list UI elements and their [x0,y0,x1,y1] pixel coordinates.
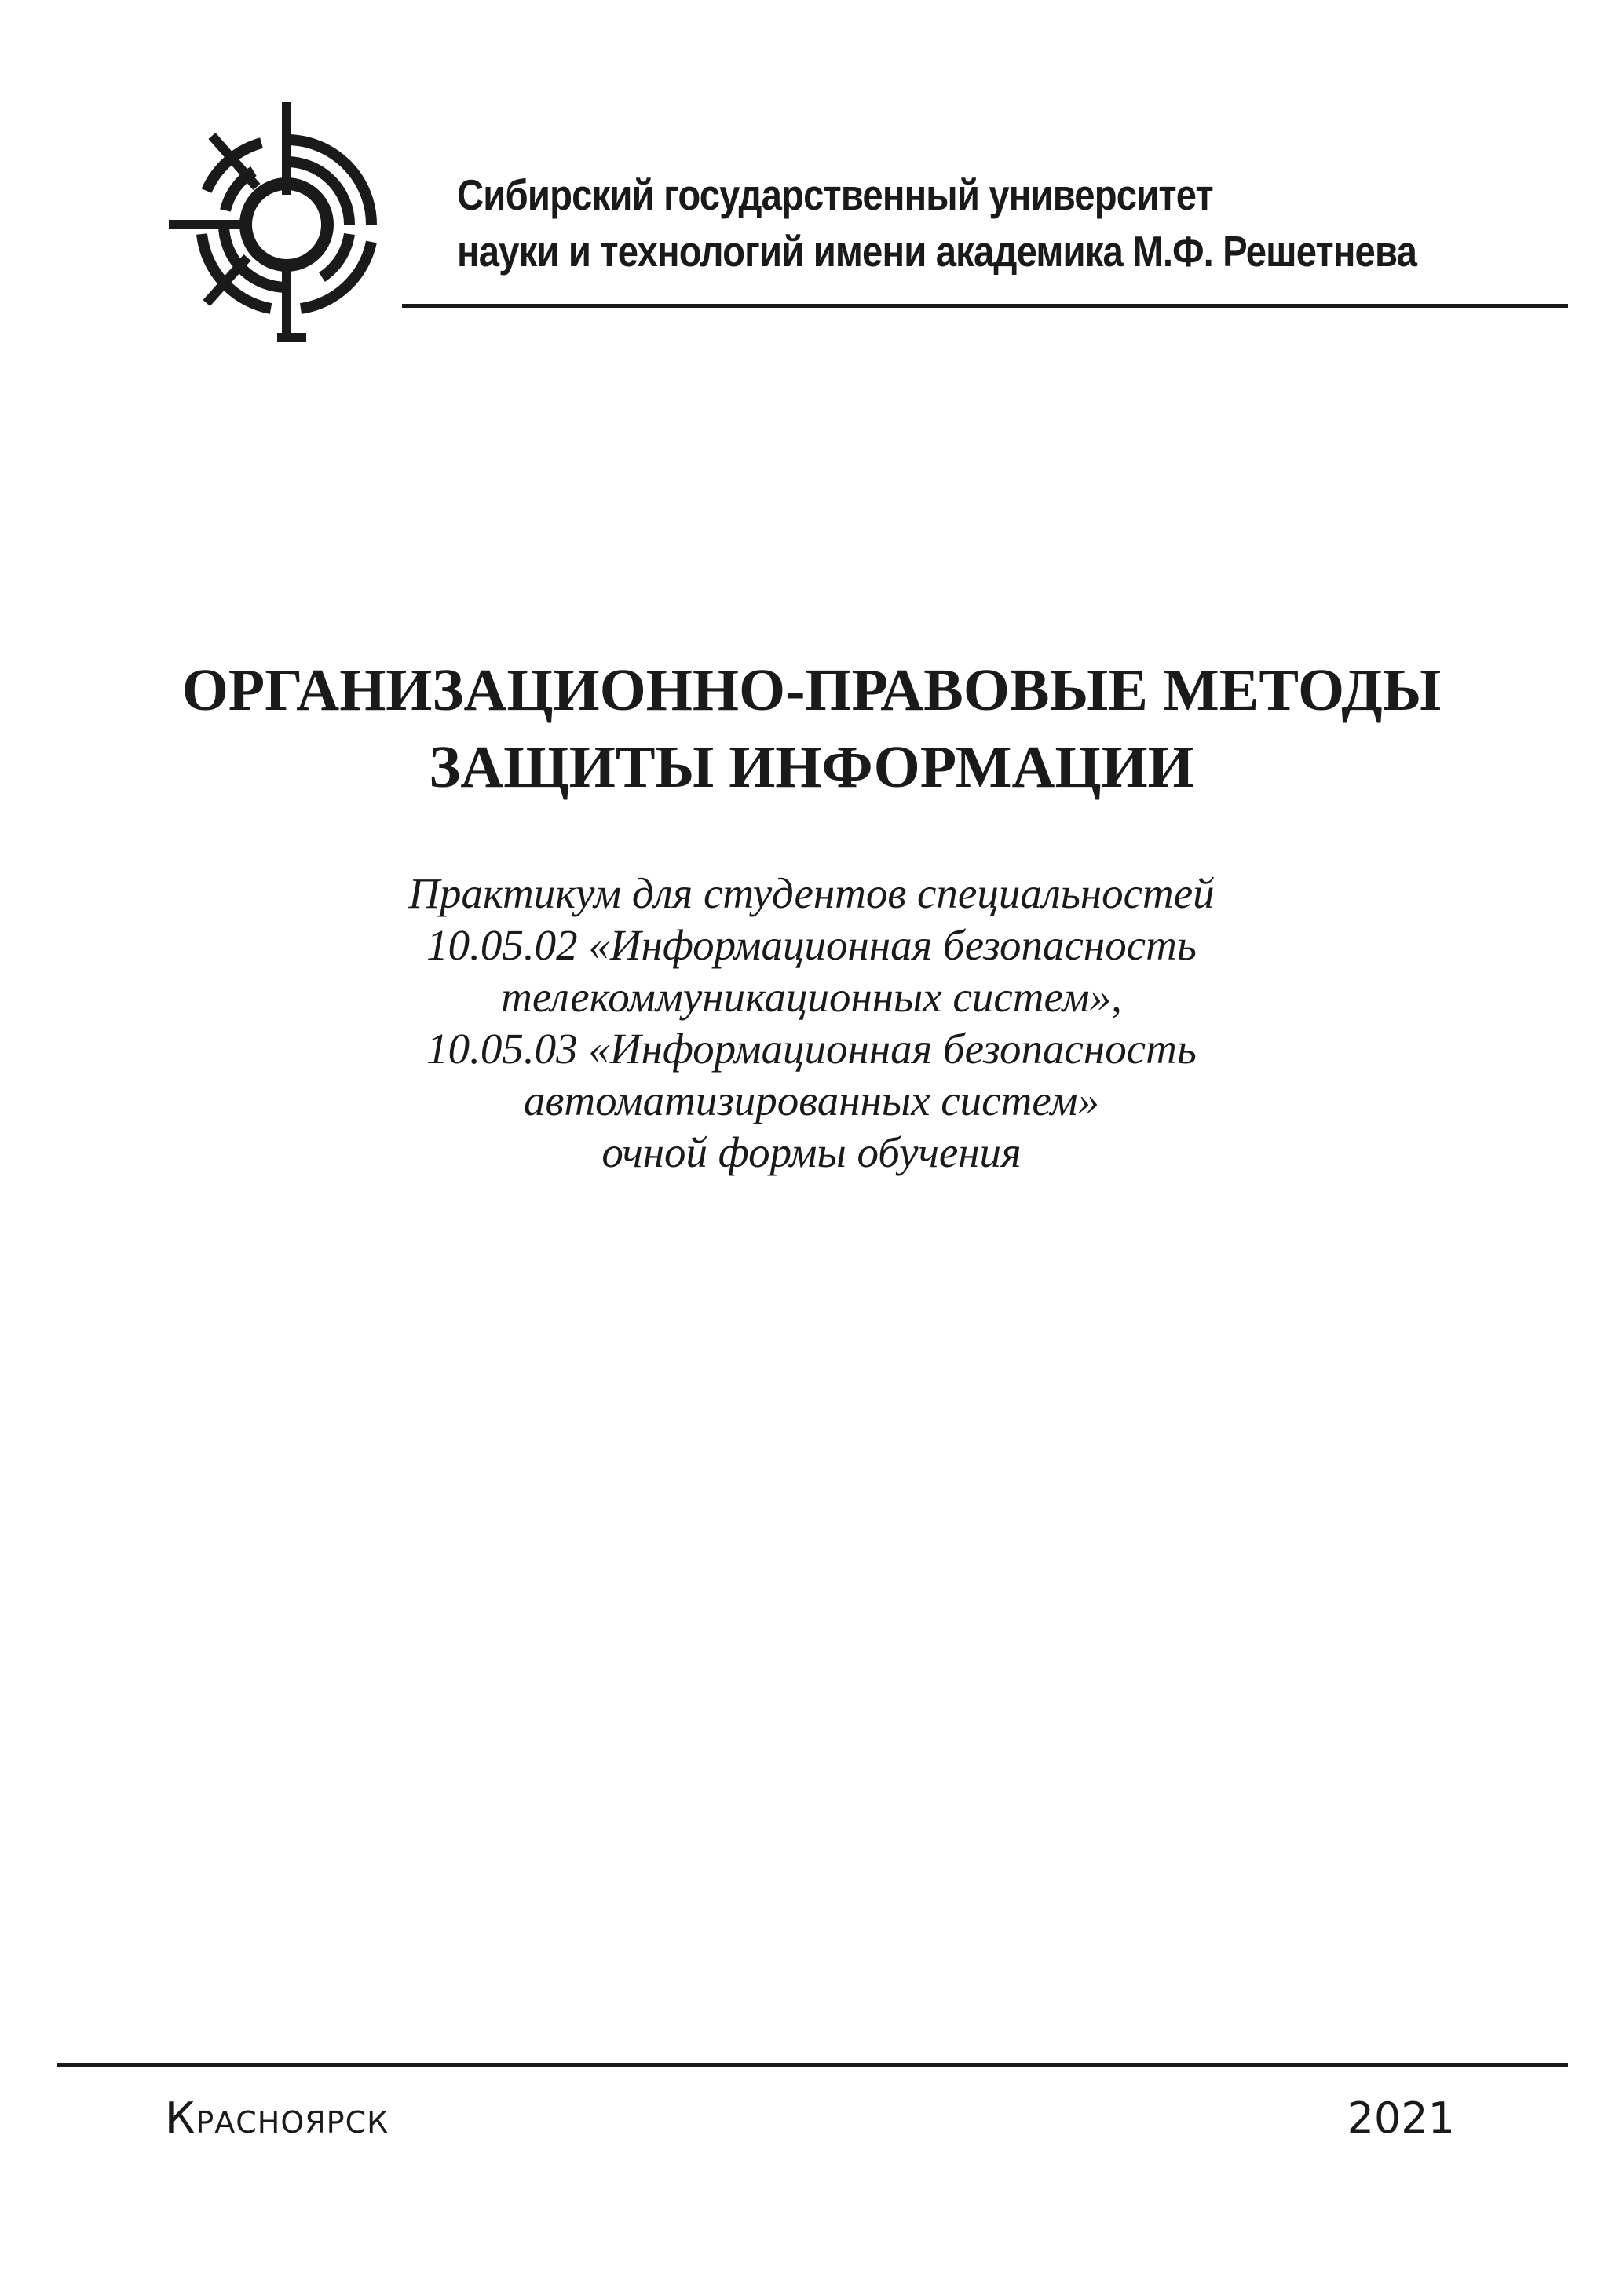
header-divider [402,304,1568,308]
document-title [0,652,1623,806]
subtitle-line: автоматизированных систем» [524,1077,1099,1124]
subtitle-line: 10.05.02 «Информационная безопасность [426,921,1197,969]
subtitle-line: Практикум для студентов специальностей [408,869,1215,917]
university-name-line2: науки и технологий имени академика М.Ф. Решетнева [457,227,1417,276]
document-subtitle [0,868,1623,1179]
title-line1: ОРГАНИЗАЦИОННО-ПРАВОВЫЕ МЕТОДЫ [181,657,1442,723]
subtitle-line: очной формы обучения [601,1128,1022,1176]
university-emblem-icon [169,101,397,348]
publication-year: 2021 [1347,2093,1455,2143]
subtitle-line: 10.05.03 «Информационная безопасность [426,1025,1197,1073]
footer-divider [57,2063,1568,2067]
university-name [457,166,1416,280]
title-line2: ЗАЩИТЫ ИНФОРМАЦИИ [429,734,1194,800]
subtitle-line: телекоммуникационных систем», [501,973,1122,1021]
publication-city: Красноярск [165,2093,389,2143]
university-name-line1: Сибирский государственный университет [457,170,1213,219]
